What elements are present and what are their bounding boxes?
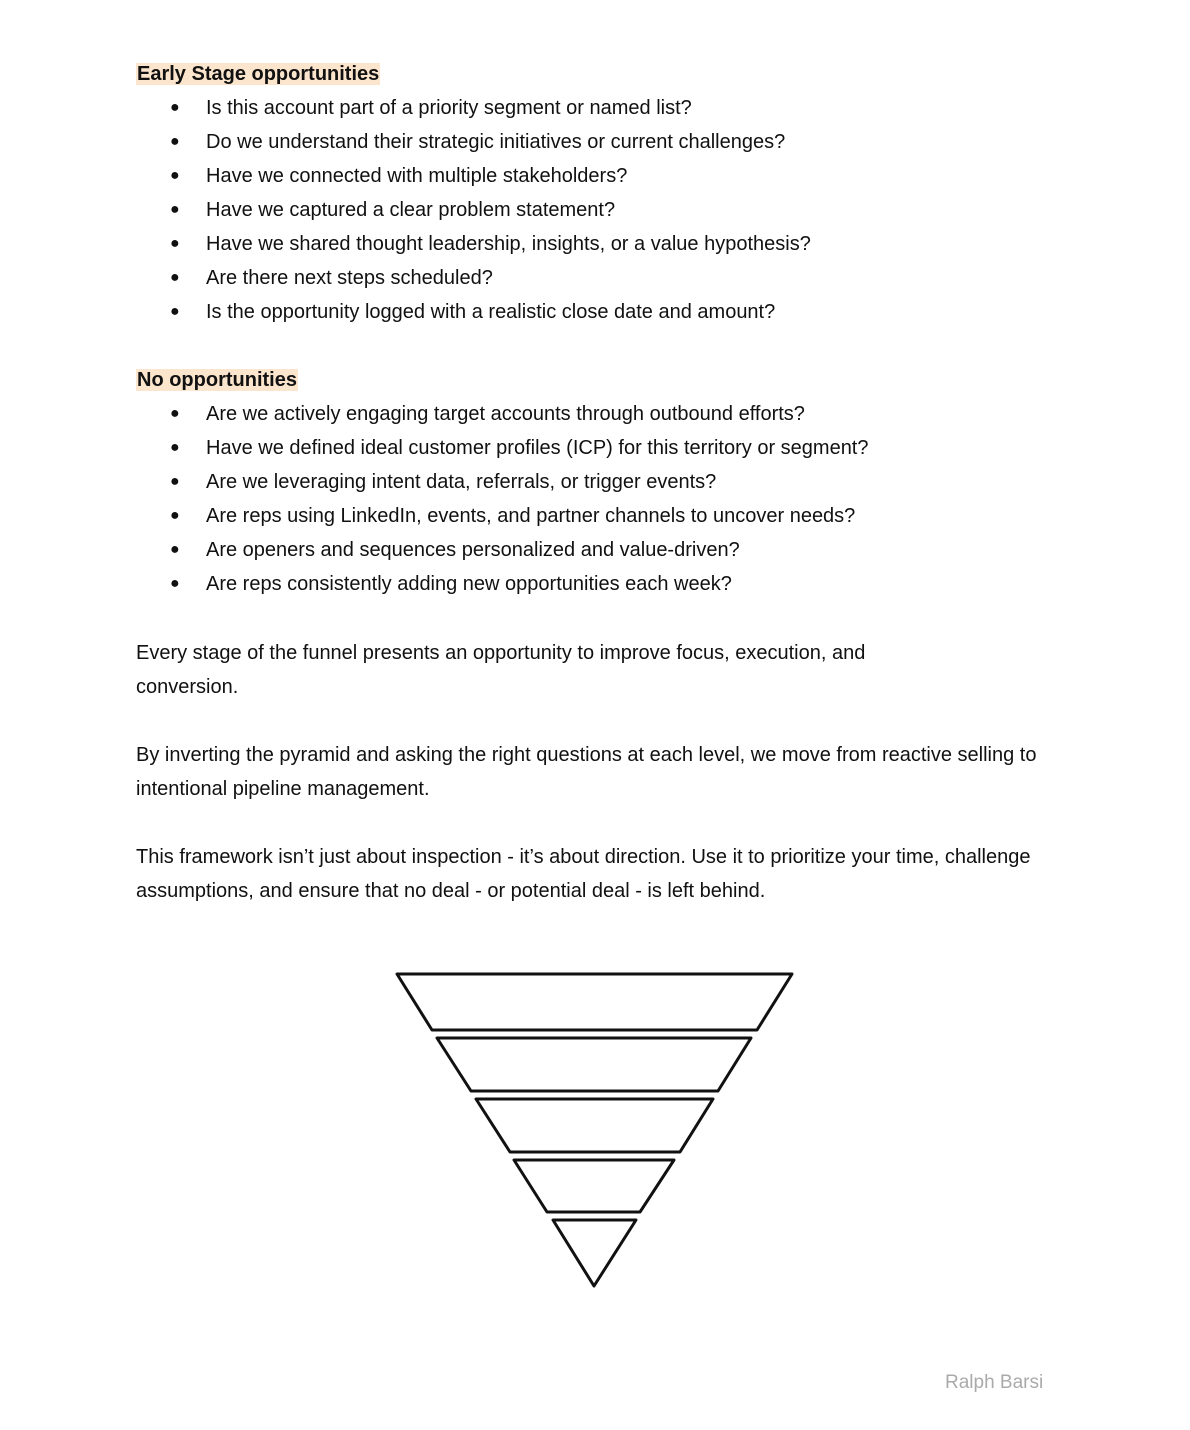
list-item: ● Are openers and sequences personalized and value-driven?: [136, 533, 1056, 567]
funnel-level-1: [397, 974, 792, 1030]
funnel-level-4: [514, 1160, 674, 1212]
funnel-level-3: [476, 1099, 713, 1152]
list-item: ● Is the opportunity logged with a realistic close date and amount?: [136, 295, 1056, 329]
funnel-level-2: [437, 1038, 751, 1091]
funnel-level-5: [553, 1220, 636, 1286]
list-item: ● Have we shared thought leadership, insights, or a value hypothesis?: [136, 227, 1056, 261]
author-name: Ralph Barsi: [945, 1372, 1044, 1393]
list-item: ● Have we captured a clear problem statement?: [136, 193, 1056, 227]
list-item: ● Have we defined ideal customer profiles (ICP) for this territory or segment?: [136, 431, 1056, 465]
paragraph: This framework isn’t just about inspection - it’s about direction. Use it to prioritize your time, challenge assumptions, and ensure that no deal - or potential deal - is left behind.: [136, 846, 1031, 902]
section-heading: No opportunities: [137, 369, 297, 391]
list-item: ● Are reps using LinkedIn, events, and partner channels to uncover needs?: [136, 499, 1056, 533]
list-item: ● Are we actively engaging target accounts through outbound efforts?: [136, 397, 1056, 431]
list-item: ● Do we understand their strategic initiatives or current challenges?: [136, 125, 1056, 159]
section-heading: Early Stage opportunities: [137, 63, 380, 85]
list-item: ● Are we leveraging intent data, referrals, or trigger events?: [136, 465, 1056, 499]
paragraph: By inverting the pyramid and asking the right questions at each level, we move from reactive selling to intentional pipeline management.: [136, 744, 1037, 800]
list-item: ● Have we connected with multiple stakeholders?: [136, 159, 1056, 193]
paragraph: Every stage of the funnel presents an opportunity to improve focus, execution, and conversion.: [136, 642, 866, 698]
list-item: ● Is this account part of a priority segment or named list?: [136, 91, 1056, 125]
list-item: ● Are there next steps scheduled?: [136, 261, 1056, 295]
list-item: ● Are reps consistently adding new opportunities each week?: [136, 567, 1056, 601]
